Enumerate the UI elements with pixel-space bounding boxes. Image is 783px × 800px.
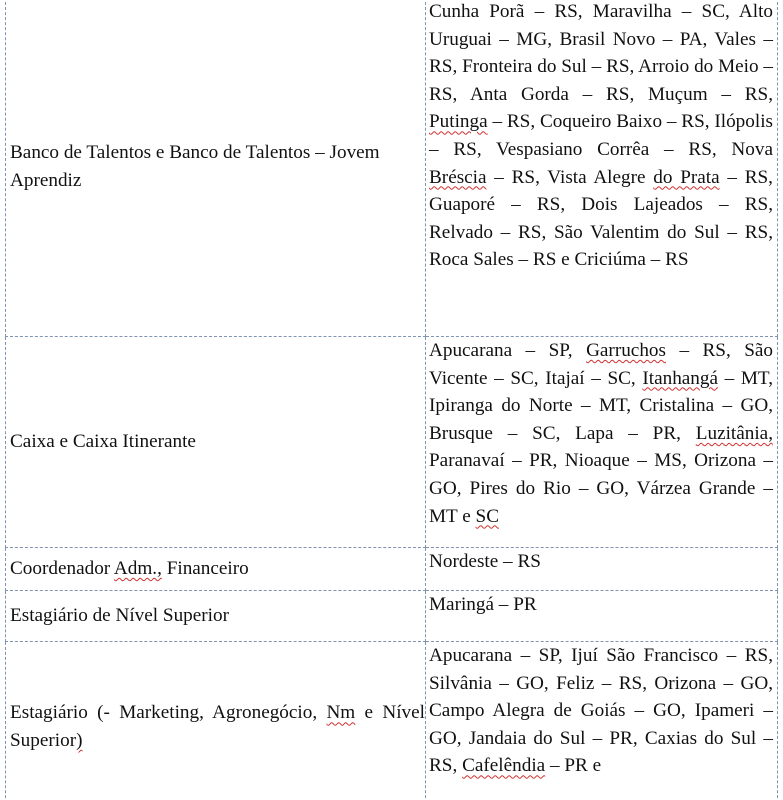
misspelled-word: Garruchos [586,340,666,361]
position-text: e Nível Superior [10,702,425,751]
position-cell [6,642,426,800]
locations-text: Nordeste – RS [429,551,541,572]
misspelled-word: Bréscia [429,166,487,188]
locations-cell [426,0,778,337]
locations-text: Cunha Porã – RS, Maravilha – SC, Alto Uruguai – MG, Brasil Novo – PA, Vales – RS, Fronteira do Sul – RS, Arroio do Meio – RS, Anta Gorda – RS, Muçum – RS, [429,1,773,105]
job-locations-table [5,0,778,800]
misspelled-word: Cafelêndia [462,755,546,777]
locations-cell [426,642,778,800]
table-row [6,0,778,337]
position-cell [6,548,426,591]
locations-cell [426,548,778,591]
misspelled-word: Luzitânia, [695,422,773,444]
position-text: Financeiro [161,558,249,580]
locations-text: Maringá – PR [429,594,537,615]
table-row [6,591,778,642]
position-cell [6,591,426,642]
position-text: Caixa e Caixa Itinerante [10,431,196,453]
locations-text: – RS, Coqueiro Baixo – RS, Ilópolis – RS, Vespasiano Corrêa – RS, Nova [429,111,773,160]
locations-text: Apucarana – SP, [429,340,587,361]
table-row [6,642,778,800]
misspelled-word: Itanhangá [642,367,719,389]
position-text: Estagiário de Nível Superior [10,605,229,627]
misspelled-word: Nm [326,702,356,724]
locations-text: – MT, Ipiranga do Norte – MT, Cristalina – GO, Brusque – SC, Lapa – PR, [429,367,773,444]
locations-text: – RS, Guaporé – RS, Dois Lajeados – RS, Relvado – RS, São Valentim do Sul – RS, Roca Sales – RS e Criciúma – RS [429,166,773,271]
locations-cell [426,337,778,548]
misspelled-word: do Prata [653,166,720,188]
position-text: Estagiário (- Marketing, Agronegócio, [10,702,327,724]
table-row [6,337,778,548]
misspelled-word: Putinga [429,111,488,133]
position-cell [6,0,426,337]
position-text: Banco de Talentos e Banco de Talentos – Jovem Aprendiz [10,142,380,191]
misspelled-word: Adm., [113,558,162,580]
table-row [6,548,778,591]
position-cell [6,337,426,548]
locations-text: – PR e [545,755,602,777]
locations-text: Apucarana – SP, Ijuí São Francisco – RS, Silvânia – GO, Feliz – RS, Orizona – GO, Campo Alegra de Goiás – GO, Ipameri – GO, Jandaia do Sul – PR, Caxias do Sul – RS, [429,645,773,777]
locations-text: Paranavaí – PR, Nioaque – MS, Orizona – GO, Pires do Rio – GO, Várzea Grande – MT e [429,450,773,527]
locations-cell [426,591,778,642]
misspelled-word: SC [475,505,500,527]
misspelled-word: ) [76,730,83,751]
locations-text: – RS, São Vicente – SC, Itajaí – SC, [429,340,773,389]
position-text: Coordenador [10,558,114,580]
locations-text: – RS, Vista Alegre [486,166,654,188]
